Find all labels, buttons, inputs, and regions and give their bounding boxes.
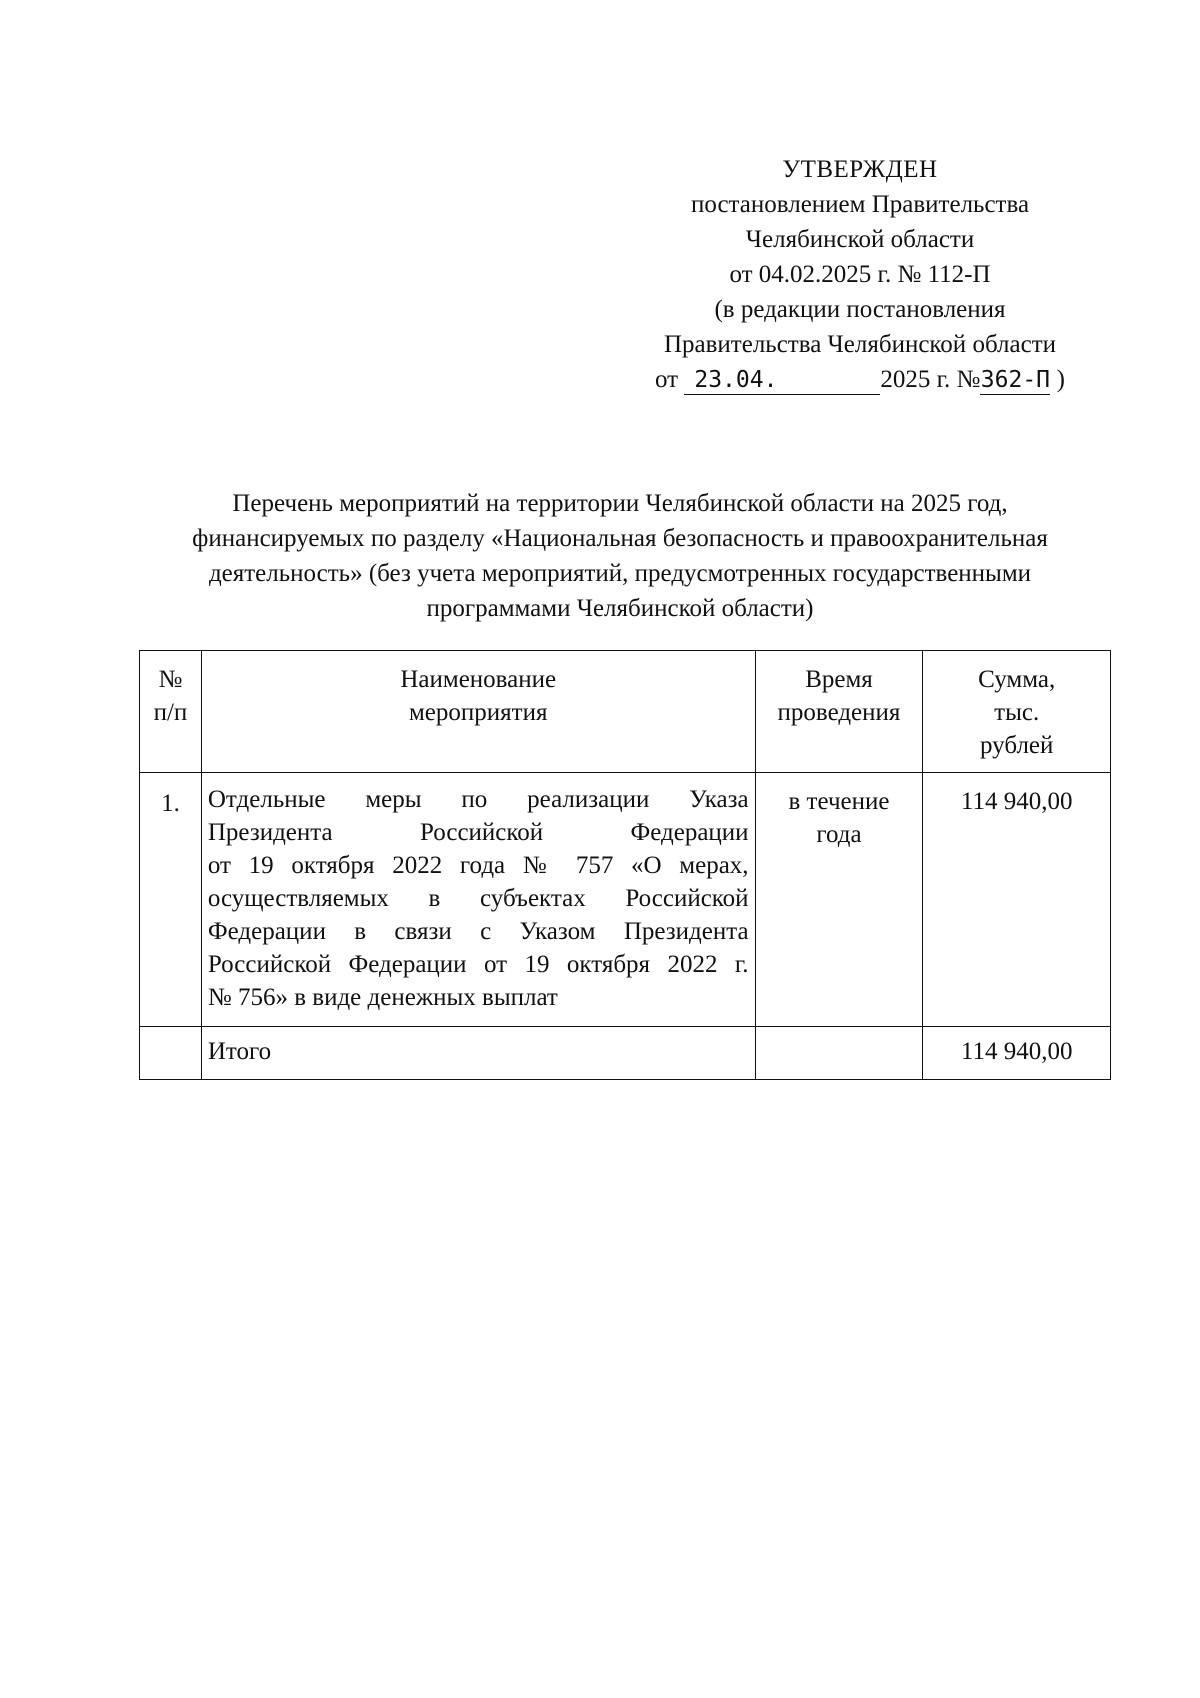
row-time-line-1: в течение — [788, 788, 890, 815]
approval-stamp-block — [640, 152, 1080, 397]
row-sum: 114 940,00 — [960, 788, 1073, 815]
header-number-line-1: № — [158, 666, 183, 693]
table-row — [140, 773, 1111, 1027]
header-sum-line-2: тыс. — [994, 699, 1040, 726]
row-name-line: осуществляемых в субъектах Российской — [207, 885, 749, 912]
row-sum-cell — [923, 773, 1111, 1027]
header-sum — [923, 651, 1111, 773]
header-time-line-2: проведения — [777, 699, 901, 726]
approval-line-2: Челябинской области — [745, 226, 975, 253]
events-table — [139, 650, 1111, 1080]
approval-heading: УТВЕРЖДЕН — [782, 156, 938, 183]
amendment-year: 2025 г. № — [880, 366, 981, 393]
amendment-line — [640, 362, 1080, 397]
header-name — [201, 651, 755, 773]
total-label-cell — [201, 1027, 755, 1080]
total-label: Итого — [207, 1038, 272, 1065]
total-sum: 114 940,00 — [960, 1038, 1073, 1065]
amendment-number-field — [980, 366, 1050, 395]
approval-line-1: постановлением Правительства — [690, 191, 1030, 218]
header-time-line-1: Время — [805, 666, 873, 693]
header-time — [755, 651, 923, 773]
row-number-cell — [140, 773, 202, 1027]
row-name-line: Федерации в связи с Указом Президента — [207, 918, 749, 945]
total-number-cell — [140, 1027, 202, 1080]
row-name-line: № 756» в виде денежных выплат — [207, 984, 558, 1011]
row-name-line: от 19 октября 2022 года № 757 «О мерах, — [207, 852, 749, 879]
amendment-prefix: от — [655, 366, 679, 393]
row-number: 1. — [161, 790, 180, 817]
title-line-4: программами Челябинской области) — [426, 595, 814, 622]
row-time-cell — [755, 773, 923, 1027]
total-time-cell — [755, 1027, 923, 1080]
approval-line-3: от 04.02.2025 г. № 112-П — [729, 261, 991, 288]
header-sum-line-3: рублей — [980, 732, 1054, 759]
approval-line-4: (в редакции постановления — [714, 296, 1006, 323]
row-time-line-2: года — [816, 821, 862, 848]
row-name-cell — [201, 773, 755, 1027]
header-number-line-2: п/п — [153, 699, 188, 726]
row-name-line: Отдельные меры по реализации Указа — [207, 786, 749, 813]
header-sum-line-1: Сумма, — [978, 666, 1056, 693]
row-name-line: Российской Федерации от 19 октября 2022 г. — [207, 951, 749, 978]
amendment-suffix: ) — [1056, 366, 1065, 393]
title-line-2: финансируемых по разделу «Национальная безопасность и правоохранительная — [192, 525, 1048, 552]
total-sum-cell — [923, 1027, 1111, 1080]
title-line-1: Перечень мероприятий на территории Челябинской области на 2025 год, — [232, 490, 1008, 517]
table-total-row — [140, 1027, 1111, 1080]
header-name-line-2: мероприятия — [408, 699, 548, 726]
row-name-line: Президента Российской Федерации — [207, 819, 749, 846]
header-number — [140, 651, 202, 773]
table-header-row — [140, 651, 1111, 773]
amendment-date-field — [684, 366, 880, 395]
amendment-number: 362-П — [980, 367, 1051, 393]
approval-line-5: Правительства Челябинской области — [663, 331, 1057, 358]
header-name-line-1: Наименование — [400, 666, 557, 693]
document-title — [130, 486, 1110, 626]
title-line-3: деятельность» (без учета мероприятий, предусмотренных государственными — [208, 560, 1032, 587]
amendment-date: 23.04. — [694, 367, 778, 393]
